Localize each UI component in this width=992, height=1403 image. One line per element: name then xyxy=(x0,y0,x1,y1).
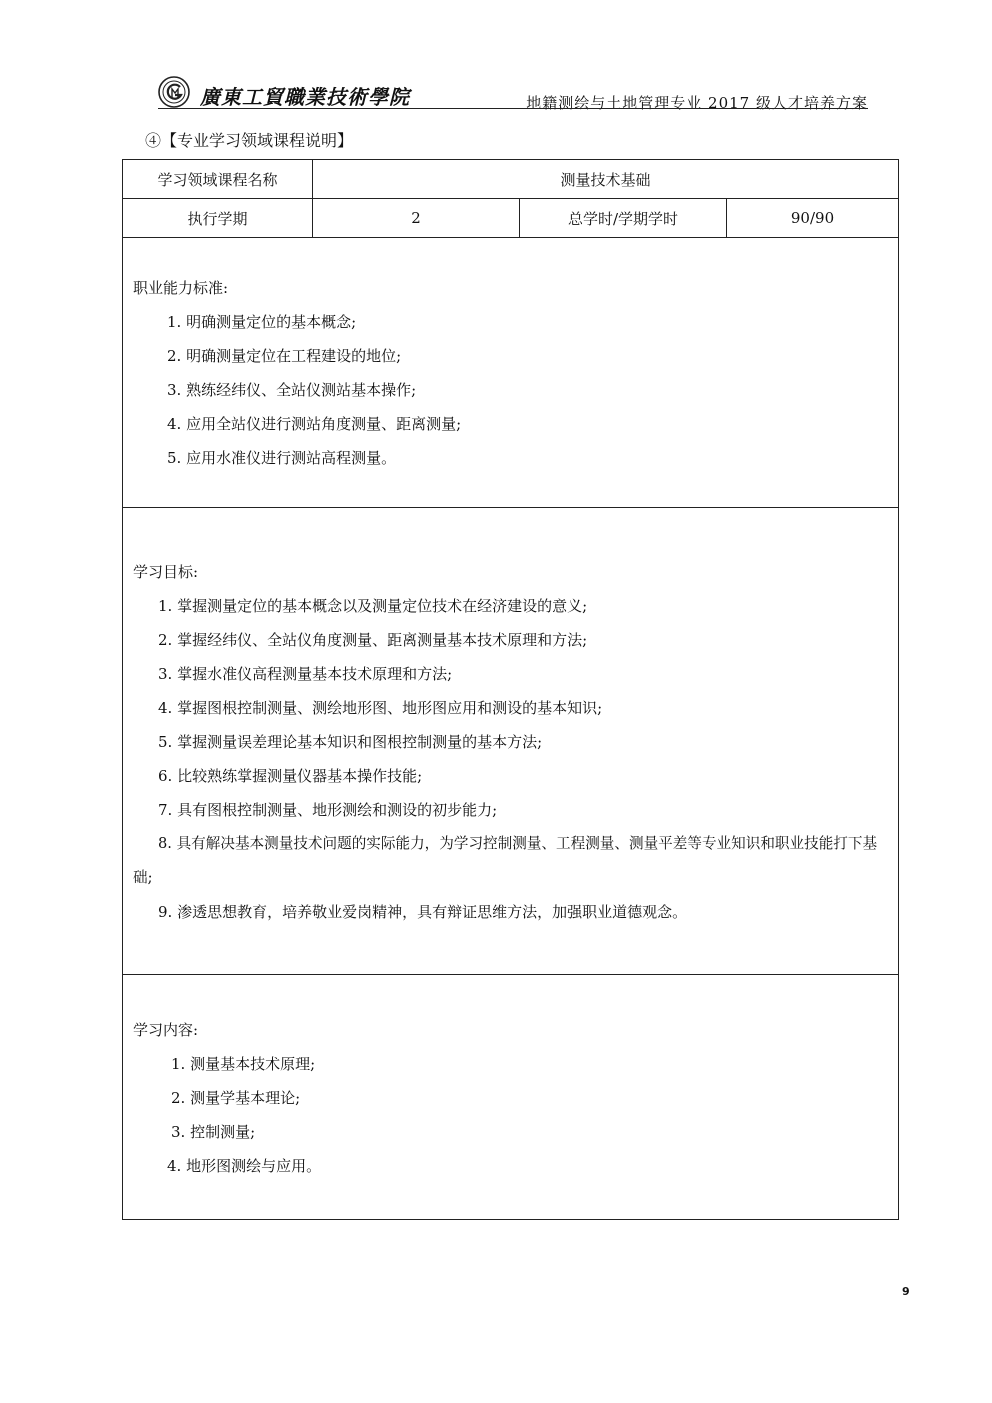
document-title: 地籍测绘与土地管理专业 2017 级人才培养方案 xyxy=(526,94,868,112)
list-item: 4. 地形图测绘与应用。 xyxy=(167,1157,322,1175)
list-item: 2. 掌握经纬仪、全站仪角度测量、距离测量基本技术原理和方法; xyxy=(158,631,588,649)
list-item: 3. 控制测量; xyxy=(171,1123,256,1141)
header-divider xyxy=(158,108,868,109)
competency-label: 职业能力标准: xyxy=(133,279,229,297)
semester-row xyxy=(123,199,899,238)
list-item: 4. 应用全站仪进行测站角度测量、距离测量; xyxy=(167,415,462,433)
list-item: 9. 渗透思想教育，培养敬业爱岗精神，具有辩证思维方法，加强职业道德观念。 xyxy=(158,903,688,921)
list-item: 5. 掌握测量误差理论基本知识和图根控制测量的基本方法; xyxy=(158,733,543,751)
course-name-row xyxy=(123,160,899,199)
page-header xyxy=(158,72,868,112)
list-item: 5. 应用水准仪进行测站高程测量。 xyxy=(167,449,397,467)
semester-label: 执行学期 xyxy=(123,199,313,238)
list-item: 7. 具有图根控制测量、地形测绘和测设的初步能力; xyxy=(158,801,498,819)
content-block xyxy=(123,975,899,1220)
page-number: 9 xyxy=(902,1285,910,1298)
competency-block xyxy=(123,238,899,508)
objectives-label: 学习目标: xyxy=(133,563,199,581)
list-item: 2. 测量学基本理论; xyxy=(171,1089,301,1107)
section-title: ④【专业学习领域课程说明】 xyxy=(145,131,354,150)
list-item: 2. 明确测量定位在工程建设的地位; xyxy=(167,347,402,365)
list-item: 4. 掌握图根控制测量、测绘地形图、地形图应用和测设的基本知识; xyxy=(158,699,603,717)
list-item: 1. 测量基本技术原理; xyxy=(171,1055,316,1073)
course-table xyxy=(122,159,899,1220)
course-name-value: 测量技术基础 xyxy=(313,160,899,199)
list-item: 3. 熟练经纬仪、全站仪测站基本操作; xyxy=(167,381,417,399)
content-label: 学习内容: xyxy=(133,1021,199,1039)
semester-value: 2 xyxy=(313,199,520,238)
course-name-label: 学习领域课程名称 xyxy=(123,160,313,199)
objectives-block xyxy=(123,508,899,975)
school-name: 廣東工貿職業技術學院 xyxy=(200,85,410,109)
hours-label: 总学时/学期学时 xyxy=(520,199,727,238)
list-item: 6. 比较熟练掌握测量仪器基本操作技能; xyxy=(158,767,423,785)
hours-value: 90/90 xyxy=(727,199,899,238)
list-item: 8. 具有解决基本测量技术问题的实际能力，为学习控制测量、工程测量、测量平差等专业知识和职业技能打下基础; xyxy=(133,835,878,886)
list-item: 1. 掌握测量定位的基本概念以及测量定位技术在经济建设的意义; xyxy=(158,597,588,615)
school-logo-icon xyxy=(158,76,190,108)
list-item: 1. 明确测量定位的基本概念; xyxy=(167,313,357,331)
list-item: 3. 掌握水准仪高程测量基本技术原理和方法; xyxy=(158,665,453,683)
